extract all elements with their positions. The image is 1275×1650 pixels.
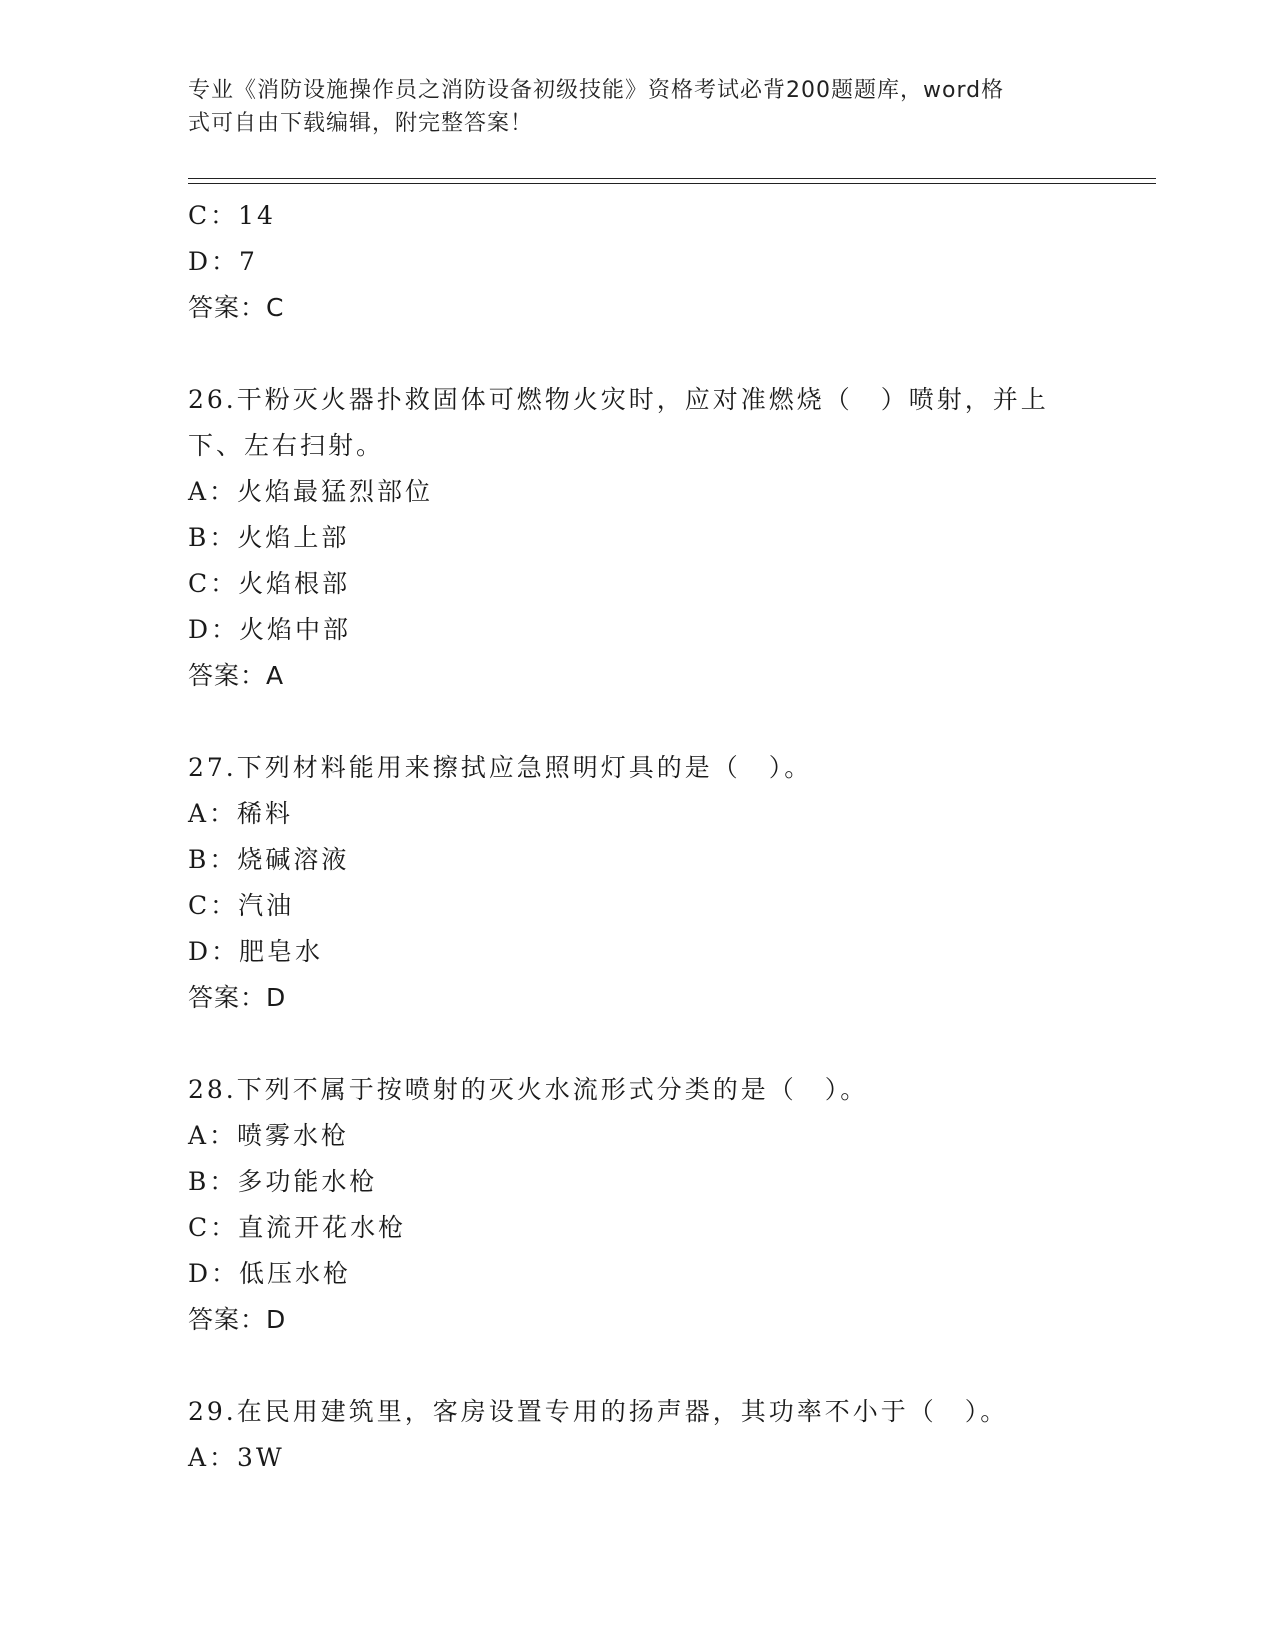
- option-b: B：多功能水枪: [188, 1167, 378, 1196]
- option-c: C：汽油: [188, 891, 295, 920]
- spacer: [188, 1343, 1088, 1389]
- question-27: [188, 745, 1088, 1021]
- question-26: [188, 377, 1088, 699]
- option-d: D：7: [188, 247, 258, 276]
- question-25-tail: [188, 193, 1088, 331]
- option-c: C：直流开花水枪: [188, 1213, 407, 1242]
- question-title-line-1: 26.干粉灭火器扑救固体可燃物火灾时，应对准燃烧（ ）喷射，并上: [188, 385, 1049, 414]
- question-title: 29.在民用建筑里，客房设置专用的扬声器，其功率不小于（ ）。: [188, 1397, 1009, 1426]
- spacer: [188, 331, 1088, 377]
- option-a: A：3W: [188, 1443, 285, 1472]
- question-title-line-2: 下、左右扫射。: [188, 431, 385, 460]
- answer: 答案：D: [188, 1305, 287, 1334]
- document-header: [188, 74, 1068, 140]
- option-c: C：火焰根部: [188, 569, 351, 598]
- option-d: D：低压水枪: [188, 1259, 352, 1288]
- header-line-2: 式可自由下载编辑，附完整答案！: [188, 111, 534, 136]
- option-b: B：火焰上部: [188, 523, 350, 552]
- option-c: C：14: [188, 201, 276, 230]
- question-title: 28.下列不属于按喷射的灭火水流形式分类的是（ ）。: [188, 1075, 869, 1104]
- header-rule-bottom: [188, 183, 1156, 184]
- header-rule-top: [188, 178, 1156, 179]
- option-a: A：火焰最猛烈部位: [188, 477, 434, 506]
- header-line-1: 专业《消防设施操作员之消防设备初级技能》资格考试必背200题题库，word格: [188, 78, 1005, 103]
- spacer: [188, 699, 1088, 745]
- question-28: [188, 1067, 1088, 1343]
- question-title: [188, 377, 1088, 469]
- document-body: [188, 193, 1088, 1481]
- question-title: 27.下列材料能用来擦拭应急照明灯具的是（ ）。: [188, 753, 813, 782]
- option-d: D：火焰中部: [188, 615, 352, 644]
- question-29: [188, 1389, 1088, 1481]
- answer: 答案：D: [188, 983, 287, 1012]
- answer: 答案：C: [188, 293, 285, 322]
- option-b: B：烧碱溶液: [188, 845, 350, 874]
- option-a: A：稀料: [188, 799, 294, 828]
- answer: 答案：A: [188, 661, 285, 690]
- option-d: D：肥皂水: [188, 937, 324, 966]
- option-a: A：喷雾水枪: [188, 1121, 350, 1150]
- spacer: [188, 1021, 1088, 1067]
